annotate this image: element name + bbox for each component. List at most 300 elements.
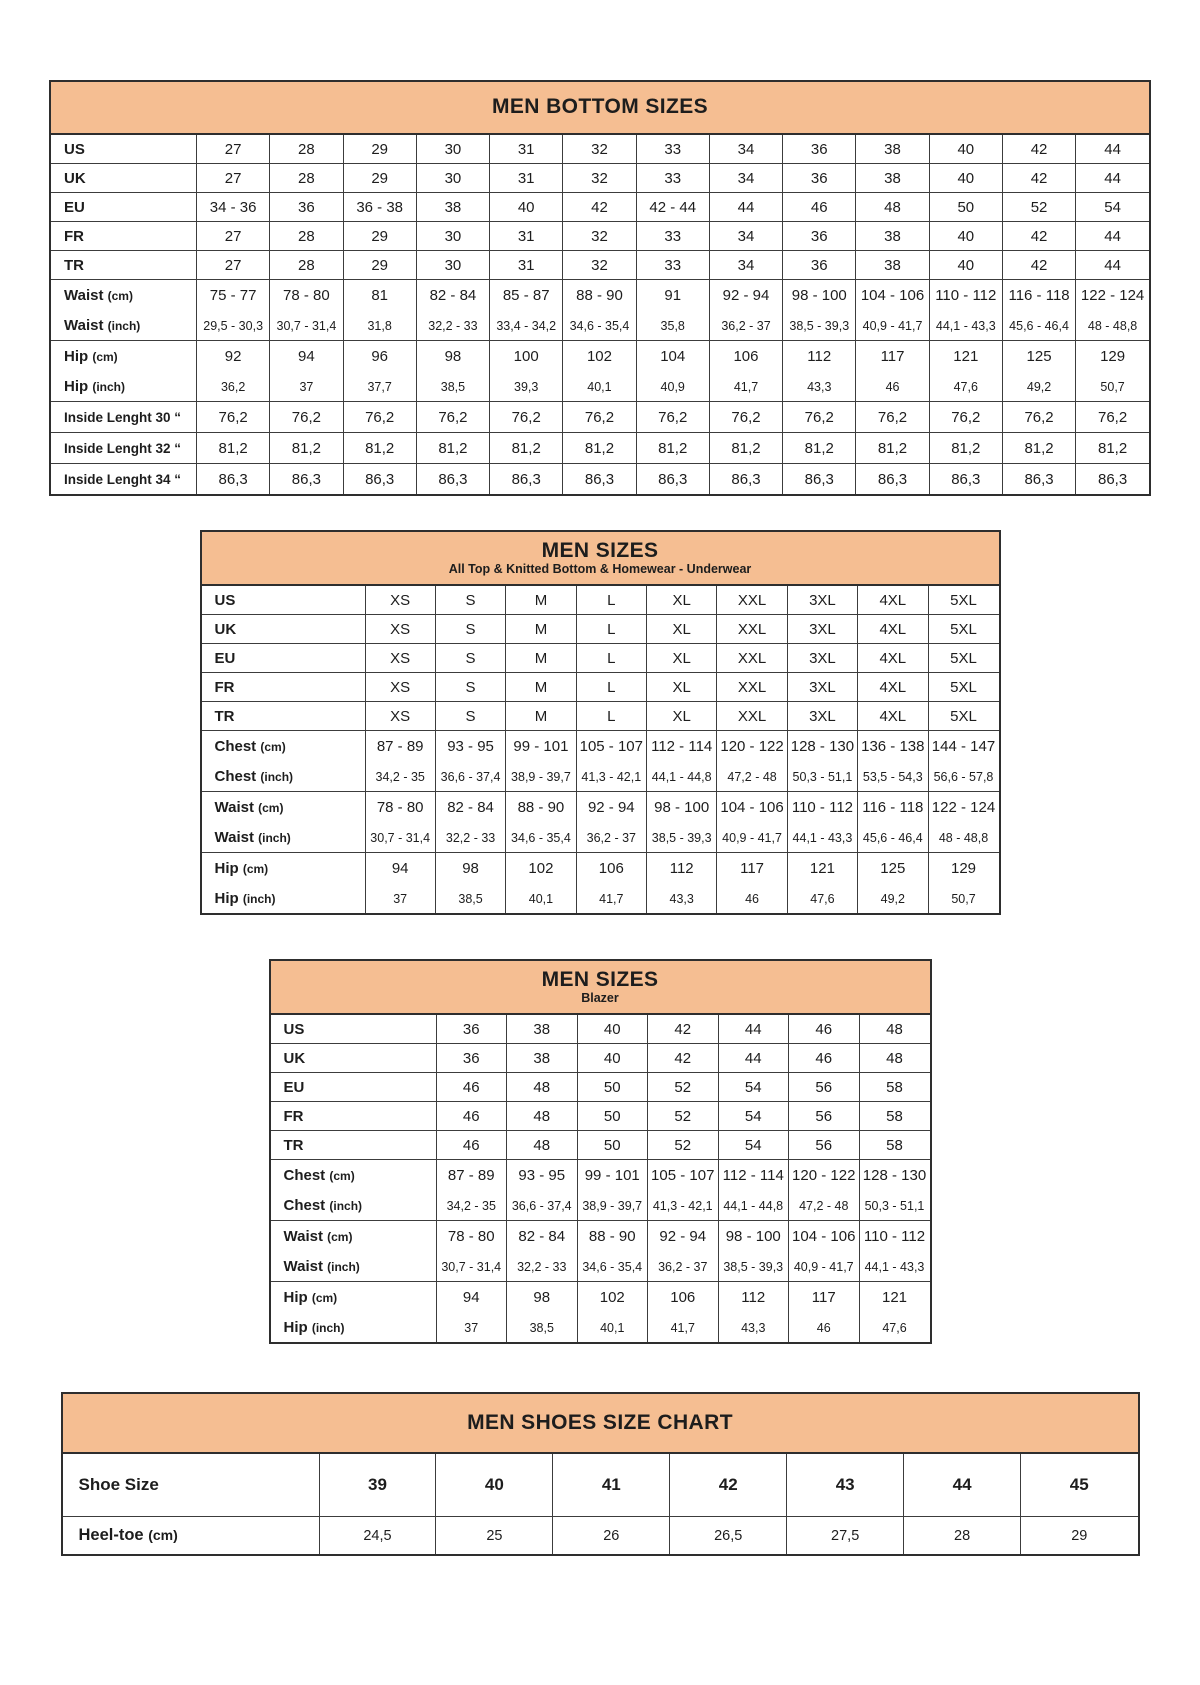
table-title: MEN SHOES SIZE CHART xyxy=(467,1410,733,1434)
value-cell: 38 xyxy=(856,222,929,251)
value-cell: 34,6 - 35,4 xyxy=(577,1252,648,1282)
value-cell: 46 xyxy=(783,193,856,222)
value-cell: 27 xyxy=(197,222,270,251)
table-row xyxy=(271,1131,930,1160)
value-cell: 81,2 xyxy=(563,433,636,464)
value-cell: 43 xyxy=(787,1454,904,1517)
value-cell: 81,2 xyxy=(490,433,563,464)
value-cell: 86,3 xyxy=(270,464,343,495)
value-cell: 48 xyxy=(507,1131,578,1160)
value-cell: 32 xyxy=(563,222,636,251)
value-cell: 85 - 87 xyxy=(490,280,563,312)
value-cell: 54 xyxy=(718,1131,789,1160)
value-cell: 5XL xyxy=(928,586,999,615)
value-cell: 29 xyxy=(343,251,416,280)
value-cell: XXL xyxy=(717,644,787,673)
value-cell: 29 xyxy=(343,164,416,193)
value-cell: 76,2 xyxy=(563,402,636,433)
value-cell: XS xyxy=(365,615,435,644)
value-cell: 38,5 xyxy=(416,372,489,402)
table-row xyxy=(63,1517,1138,1555)
value-cell: 106 xyxy=(648,1282,719,1314)
row-unit: (inch) xyxy=(260,770,294,784)
value-cell: 33 xyxy=(636,135,709,164)
value-cell: 75 - 77 xyxy=(197,280,270,312)
value-cell: 46 xyxy=(436,1102,507,1131)
value-cell: 46 xyxy=(789,1015,860,1044)
value-cell: 58 xyxy=(859,1073,930,1102)
size-grid xyxy=(271,1015,930,1342)
value-cell: 112 xyxy=(783,341,856,373)
row-label-cell xyxy=(271,1131,437,1160)
value-cell: 36,2 - 37 xyxy=(648,1252,719,1282)
table-row xyxy=(202,615,999,644)
value-cell: 87 - 89 xyxy=(436,1160,507,1192)
row-label-cell xyxy=(51,164,197,193)
value-cell: M xyxy=(506,673,576,702)
row-label-cell xyxy=(271,1015,437,1044)
value-cell: L xyxy=(576,673,646,702)
row-label-cell xyxy=(51,251,197,280)
value-cell: 81,2 xyxy=(197,433,270,464)
row-label-cell xyxy=(51,280,197,312)
value-cell: 98 xyxy=(507,1282,578,1314)
value-cell: 50 xyxy=(577,1073,648,1102)
value-cell: 44,1 - 43,3 xyxy=(859,1252,930,1282)
table-header-band xyxy=(63,1394,1138,1454)
value-cell: 46 xyxy=(436,1073,507,1102)
table-row xyxy=(51,372,1149,402)
value-cell: 34,6 - 35,4 xyxy=(563,311,636,341)
value-cell: 93 - 95 xyxy=(435,731,505,763)
value-cell: 44 xyxy=(718,1044,789,1073)
table-row xyxy=(202,731,999,763)
value-cell: 3XL xyxy=(787,644,857,673)
value-cell: 54 xyxy=(718,1073,789,1102)
value-cell: 86,3 xyxy=(490,464,563,495)
value-cell: 122 - 124 xyxy=(928,792,999,824)
value-cell: 27 xyxy=(197,135,270,164)
row-label-cell xyxy=(202,792,366,824)
value-cell: 117 xyxy=(717,853,787,885)
value-cell: 98 - 100 xyxy=(647,792,717,824)
value-cell: 40,1 xyxy=(506,884,576,913)
table-row xyxy=(51,280,1149,312)
row-label: Chest xyxy=(283,1167,326,1184)
value-cell: 38,9 - 39,7 xyxy=(577,1191,648,1221)
value-cell: 76,2 xyxy=(1076,402,1149,433)
row-label: Hip xyxy=(283,1289,308,1306)
value-cell: 38,5 xyxy=(435,884,505,913)
value-cell: 33,4 - 34,2 xyxy=(490,311,563,341)
row-label: Inside Lenght 34 “ xyxy=(64,471,182,487)
row-label-cell xyxy=(271,1073,437,1102)
value-cell: 38 xyxy=(507,1015,578,1044)
value-cell: 40 xyxy=(929,251,1002,280)
value-cell: 38,5 - 39,3 xyxy=(783,311,856,341)
value-cell: 29 xyxy=(343,222,416,251)
value-cell: 44 xyxy=(1076,222,1149,251)
value-cell: 48 xyxy=(856,193,929,222)
row-unit: (cm) xyxy=(92,350,118,364)
table-row xyxy=(51,164,1149,193)
row-unit: (cm) xyxy=(327,1230,353,1244)
value-cell: 43,3 xyxy=(783,372,856,402)
value-cell: 104 - 106 xyxy=(717,792,787,824)
value-cell: 36 xyxy=(783,251,856,280)
value-cell: 40,1 xyxy=(563,372,636,402)
value-cell: 86,3 xyxy=(929,464,1002,495)
value-cell: 52 xyxy=(648,1131,719,1160)
value-cell: 81,2 xyxy=(929,433,1002,464)
value-cell: 32 xyxy=(563,251,636,280)
value-cell: 24,5 xyxy=(319,1517,436,1555)
value-cell: 39 xyxy=(319,1454,436,1517)
value-cell: 98 - 100 xyxy=(718,1221,789,1253)
value-cell: 29,5 - 30,3 xyxy=(197,311,270,341)
value-cell: 122 - 124 xyxy=(1076,280,1149,312)
value-cell: 86,3 xyxy=(783,464,856,495)
table-row xyxy=(51,193,1149,222)
value-cell: 129 xyxy=(1076,341,1149,373)
value-cell: 42 xyxy=(1002,135,1075,164)
row-label-cell xyxy=(202,762,366,792)
value-cell: 116 - 118 xyxy=(858,792,928,824)
value-cell: 46 xyxy=(789,1313,860,1342)
value-cell: 86,3 xyxy=(636,464,709,495)
value-cell: 121 xyxy=(929,341,1002,373)
row-label: FR xyxy=(64,227,84,245)
value-cell: 48 xyxy=(507,1102,578,1131)
value-cell: 38,5 xyxy=(507,1313,578,1342)
value-cell: 98 xyxy=(435,853,505,885)
value-cell: 40 xyxy=(490,193,563,222)
value-cell: 34 - 36 xyxy=(197,193,270,222)
row-label: UK xyxy=(214,620,237,638)
value-cell: 56 xyxy=(789,1102,860,1131)
table-row xyxy=(271,1191,930,1221)
value-cell: 44 xyxy=(718,1015,789,1044)
value-cell: 33 xyxy=(636,251,709,280)
table-row xyxy=(271,1102,930,1131)
row-label-cell xyxy=(202,673,366,702)
value-cell: 33 xyxy=(636,164,709,193)
value-cell: 36 xyxy=(436,1044,507,1073)
value-cell: 27,5 xyxy=(787,1517,904,1555)
row-label: Waist xyxy=(64,317,104,334)
value-cell: 44,1 - 43,3 xyxy=(929,311,1002,341)
value-cell: S xyxy=(435,702,505,731)
row-label: FR xyxy=(283,1107,304,1125)
value-cell: 41,7 xyxy=(648,1313,719,1342)
row-label: EU xyxy=(64,198,85,216)
value-cell: 35,8 xyxy=(636,311,709,341)
value-cell: 47,2 - 48 xyxy=(789,1191,860,1221)
value-cell: 87 - 89 xyxy=(365,731,435,763)
row-label-cell xyxy=(51,372,197,402)
row-label-cell xyxy=(271,1191,437,1221)
value-cell: S xyxy=(435,673,505,702)
table-row xyxy=(271,1044,930,1073)
value-cell: 30,7 - 31,4 xyxy=(436,1252,507,1282)
value-cell: 45,6 - 46,4 xyxy=(1002,311,1075,341)
row-unit: (cm) xyxy=(311,1291,338,1305)
value-cell: 33 xyxy=(636,222,709,251)
row-unit: (cm) xyxy=(148,1527,178,1543)
value-cell: 54 xyxy=(718,1102,789,1131)
value-cell: 48 xyxy=(507,1073,578,1102)
row-label-cell xyxy=(271,1160,437,1192)
row-label: Waist xyxy=(214,829,254,846)
value-cell: 37 xyxy=(365,884,435,913)
value-cell: 30 xyxy=(416,135,489,164)
value-cell: L xyxy=(576,644,646,673)
table-row xyxy=(51,251,1149,280)
value-cell: 32,2 - 33 xyxy=(416,311,489,341)
table-title: MEN SIZES xyxy=(541,967,659,991)
value-cell: 125 xyxy=(1002,341,1075,373)
value-cell: 82 - 84 xyxy=(416,280,489,312)
row-label-cell xyxy=(202,884,366,913)
value-cell: 50,3 - 51,1 xyxy=(787,762,857,792)
row-label-cell xyxy=(51,135,197,164)
value-cell: 47,6 xyxy=(859,1313,930,1342)
value-cell: 32 xyxy=(563,135,636,164)
row-unit: (cm) xyxy=(242,862,269,876)
value-cell: 40,1 xyxy=(577,1313,648,1342)
value-cell: 30 xyxy=(416,251,489,280)
value-cell: 96 xyxy=(343,341,416,373)
value-cell: 98 - 100 xyxy=(783,280,856,312)
value-cell: XL xyxy=(647,586,717,615)
value-cell: 112 - 114 xyxy=(647,731,717,763)
size-grid xyxy=(202,586,999,913)
value-cell: 32,2 - 33 xyxy=(507,1252,578,1282)
value-cell: 27 xyxy=(197,164,270,193)
value-cell: XS xyxy=(365,673,435,702)
value-cell: 76,2 xyxy=(197,402,270,433)
value-cell: 25 xyxy=(436,1517,553,1555)
value-cell: 99 - 101 xyxy=(506,731,576,763)
row-unit: (cm) xyxy=(329,1169,355,1183)
value-cell: 81,2 xyxy=(416,433,489,464)
value-cell: 136 - 138 xyxy=(858,731,928,763)
value-cell: 31,8 xyxy=(343,311,416,341)
row-label-cell xyxy=(51,222,197,251)
value-cell: 36,6 - 37,4 xyxy=(435,762,505,792)
value-cell: 82 - 84 xyxy=(507,1221,578,1253)
value-cell: 92 - 94 xyxy=(648,1221,719,1253)
value-cell: 86,3 xyxy=(1002,464,1075,495)
value-cell: 58 xyxy=(859,1131,930,1160)
value-cell: 105 - 107 xyxy=(648,1160,719,1192)
table-row xyxy=(271,1252,930,1282)
value-cell: 34 xyxy=(709,251,782,280)
value-cell: 36,2 - 37 xyxy=(576,823,646,853)
value-cell: 110 - 112 xyxy=(859,1221,930,1253)
value-cell: 76,2 xyxy=(856,402,929,433)
table-row xyxy=(51,222,1149,251)
value-cell: 45,6 - 46,4 xyxy=(858,823,928,853)
table-header-band xyxy=(202,532,999,586)
value-cell: 128 - 130 xyxy=(787,731,857,763)
value-cell: 76,2 xyxy=(709,402,782,433)
value-cell: 116 - 118 xyxy=(1002,280,1075,312)
table-row xyxy=(202,644,999,673)
value-cell: 91 xyxy=(636,280,709,312)
value-cell: 36 - 38 xyxy=(343,193,416,222)
value-cell: M xyxy=(506,615,576,644)
value-cell: 4XL xyxy=(858,673,928,702)
value-cell: L xyxy=(576,586,646,615)
value-cell: 46 xyxy=(717,884,787,913)
value-cell: 28 xyxy=(270,251,343,280)
value-cell: XXL xyxy=(717,586,787,615)
value-cell: 112 xyxy=(647,853,717,885)
value-cell: M xyxy=(506,702,576,731)
value-cell: 41,7 xyxy=(709,372,782,402)
value-cell: 3XL xyxy=(787,586,857,615)
value-cell: 81,2 xyxy=(636,433,709,464)
men-sizes-top-table xyxy=(200,530,1001,915)
value-cell: 76,2 xyxy=(416,402,489,433)
value-cell: 38,5 - 39,3 xyxy=(718,1252,789,1282)
value-cell: 30,7 - 31,4 xyxy=(270,311,343,341)
row-label: US xyxy=(214,591,236,609)
value-cell: 94 xyxy=(436,1282,507,1314)
row-label: FR xyxy=(214,678,235,696)
value-cell: 86,3 xyxy=(1076,464,1149,495)
value-cell: S xyxy=(435,586,505,615)
value-cell: 54 xyxy=(1076,193,1149,222)
value-cell: 76,2 xyxy=(783,402,856,433)
row-label: Hip xyxy=(214,860,239,877)
table-row xyxy=(51,311,1149,341)
value-cell: 104 - 106 xyxy=(789,1221,860,1253)
value-cell: M xyxy=(506,644,576,673)
value-cell: 5XL xyxy=(928,615,999,644)
value-cell: 31 xyxy=(490,164,563,193)
table-row xyxy=(271,1282,930,1314)
value-cell: 36 xyxy=(783,164,856,193)
value-cell: 49,2 xyxy=(1002,372,1075,402)
value-cell: 36,2 - 37 xyxy=(709,311,782,341)
value-cell: 3XL xyxy=(787,702,857,731)
value-cell: 31 xyxy=(490,135,563,164)
value-cell: 50,7 xyxy=(1076,372,1149,402)
table-row xyxy=(51,135,1149,164)
value-cell: XXL xyxy=(717,615,787,644)
row-label-cell xyxy=(51,433,197,464)
value-cell: L xyxy=(576,702,646,731)
value-cell: 121 xyxy=(787,853,857,885)
value-cell: 32,2 - 33 xyxy=(435,823,505,853)
row-label: Chest xyxy=(214,768,257,785)
value-cell: 38 xyxy=(856,135,929,164)
value-cell: 41,3 - 42,1 xyxy=(648,1191,719,1221)
value-cell: 38 xyxy=(507,1044,578,1073)
row-unit: (inch) xyxy=(92,380,126,394)
table-row xyxy=(271,1073,930,1102)
value-cell: 104 - 106 xyxy=(856,280,929,312)
value-cell: 52 xyxy=(1002,193,1075,222)
value-cell: 36,6 - 37,4 xyxy=(507,1191,578,1221)
row-unit: (inch) xyxy=(258,831,291,845)
value-cell: 44,1 - 44,8 xyxy=(718,1191,789,1221)
value-cell: 34,2 - 35 xyxy=(365,762,435,792)
value-cell: 92 xyxy=(197,341,270,373)
value-cell: 46 xyxy=(789,1044,860,1073)
value-cell: 49,2 xyxy=(858,884,928,913)
value-cell: 81 xyxy=(343,280,416,312)
value-cell: 40,9 - 41,7 xyxy=(717,823,787,853)
value-cell: 40,9 - 41,7 xyxy=(789,1252,860,1282)
row-label-cell xyxy=(202,731,366,763)
table-row xyxy=(271,1313,930,1342)
value-cell: 50 xyxy=(577,1102,648,1131)
row-label-cell xyxy=(271,1044,437,1073)
value-cell: 26,5 xyxy=(670,1517,787,1555)
value-cell: 4XL xyxy=(858,586,928,615)
value-cell: 76,2 xyxy=(270,402,343,433)
row-unit: (inch) xyxy=(311,1321,345,1335)
row-label-cell xyxy=(51,193,197,222)
value-cell: 40 xyxy=(929,135,1002,164)
row-label: Chest xyxy=(214,738,257,755)
table-header-band xyxy=(271,961,930,1015)
row-label: Waist xyxy=(283,1258,323,1275)
value-cell: 40 xyxy=(436,1454,553,1517)
row-label: TR xyxy=(214,707,235,725)
row-unit: (cm) xyxy=(107,289,133,303)
row-label-cell xyxy=(202,644,366,673)
value-cell: 42 xyxy=(648,1044,719,1073)
value-cell: 40 xyxy=(929,222,1002,251)
value-cell: 42 xyxy=(670,1454,787,1517)
value-cell: 112 xyxy=(718,1282,789,1314)
row-label-cell xyxy=(51,402,197,433)
row-label: US xyxy=(283,1020,305,1038)
table-title: MEN SIZES xyxy=(541,538,659,562)
table-row xyxy=(202,853,999,885)
value-cell: 39,3 xyxy=(490,372,563,402)
value-cell: 106 xyxy=(709,341,782,373)
value-cell: 99 - 101 xyxy=(577,1160,648,1192)
value-cell: 81,2 xyxy=(270,433,343,464)
row-label: Inside Lenght 32 “ xyxy=(64,440,182,456)
value-cell: 82 - 84 xyxy=(435,792,505,824)
value-cell: 128 - 130 xyxy=(859,1160,930,1192)
value-cell: 50 xyxy=(577,1131,648,1160)
row-label-cell xyxy=(202,586,366,615)
value-cell: XS xyxy=(365,702,435,731)
value-cell: 112 - 114 xyxy=(718,1160,789,1192)
row-label-cell xyxy=(51,311,197,341)
value-cell: 42 - 44 xyxy=(636,193,709,222)
value-cell: 102 xyxy=(577,1282,648,1314)
value-cell: 86,3 xyxy=(416,464,489,495)
value-cell: 76,2 xyxy=(1002,402,1075,433)
value-cell: 44 xyxy=(1076,251,1149,280)
table-row xyxy=(51,402,1149,433)
value-cell: 110 - 112 xyxy=(929,280,1002,312)
value-cell: 44,1 - 43,3 xyxy=(787,823,857,853)
value-cell: 94 xyxy=(270,341,343,373)
value-cell: 56,6 - 57,8 xyxy=(928,762,999,792)
value-cell: 88 - 90 xyxy=(506,792,576,824)
value-cell: XL xyxy=(647,615,717,644)
row-label-cell xyxy=(51,464,197,495)
